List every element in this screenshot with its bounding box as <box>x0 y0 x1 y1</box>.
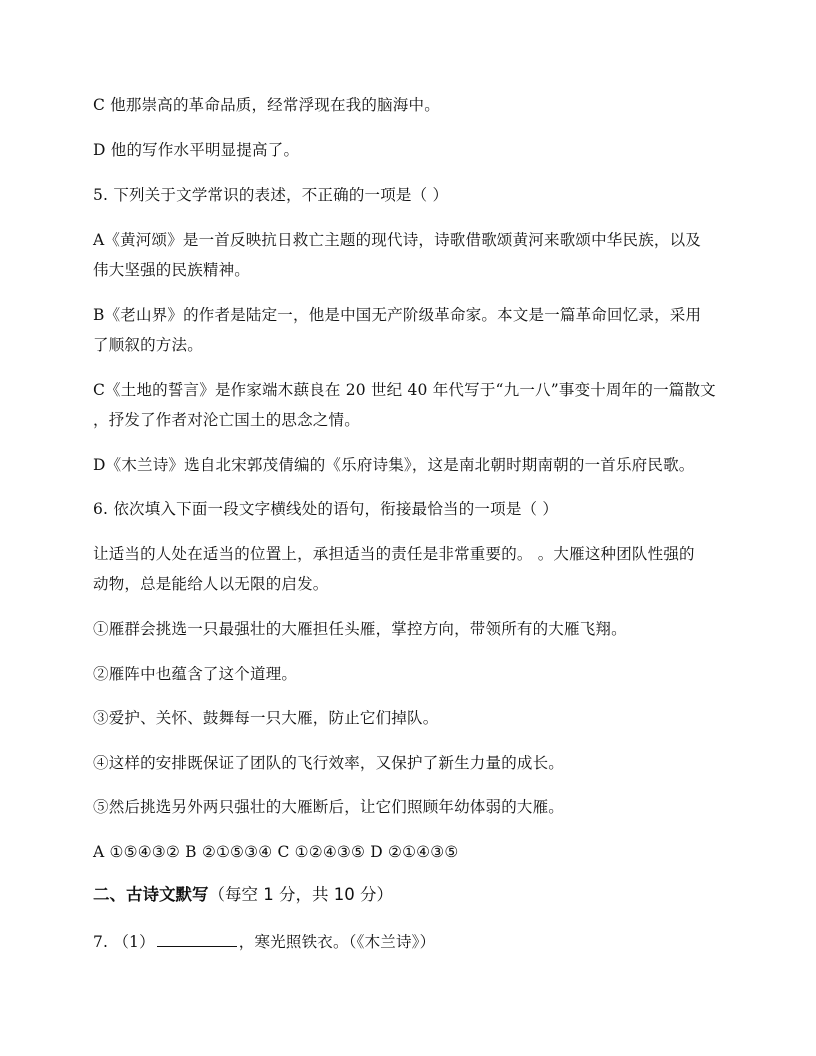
q6-sentence-4: ④这样的安排既保证了团队的飞行效率，又保护了新生力量的成长。 <box>93 754 565 772</box>
q5-option-c-line1: C《土地的誓言》是作家端木蕻良在 20 世纪 40 年代写于“九一八”事变十周年的一篇散文 <box>93 381 716 399</box>
q5-option-a-line2: 伟大坚强的民族精神。 <box>93 261 251 279</box>
section-2-note: （每空 1 分，共 10 分） <box>208 885 393 904</box>
q6-passage-line1: 让适当的人处在适当的位置上，承担适当的责任是非常重要的。 。大雁这种团队性强的 <box>93 545 695 563</box>
q6-passage-line2: 动物，总是能给人以无限的启发。 <box>93 575 329 593</box>
q6-sentence-5: ⑤然后挑选另外两只强壮的大雁断后，让它们照顾年幼体弱的大雁。 <box>93 798 565 816</box>
q5-option-b-line2: 了顺叙的方法。 <box>93 336 203 354</box>
q6-sentence-2: ②雁阵中也蕴含了这个道理。 <box>93 665 298 683</box>
q5-option-b-line1: B《老山界》的作者是陆定一，他是中国无产阶级革命家。本文是一篇革命回忆录，采用 <box>93 306 702 324</box>
q6-sentence-3: ③爱护、关怀、鼓舞每一只大雁，防止它们掉队。 <box>93 709 439 727</box>
q4-option-d: D 他的写作水平明显提高了。 <box>93 141 300 159</box>
q4-option-c: C 他那崇高的革命品质，经常浮现在我的脑海中。 <box>93 96 440 114</box>
q7-suffix: ，寒光照铁衣。（《木兰诗》） <box>238 933 436 951</box>
q7-line <box>93 932 733 952</box>
section-2-title: 二、古诗文默写 <box>93 885 209 904</box>
q5-option-c-line2: ，抒发了作者对沦亡国土的思念之情。 <box>93 411 360 429</box>
q5-option-d-line1: D《木兰诗》选自北宋郭茂倩编的《乐府诗集》，这是南北朝时期南朝的一首乐府民歌。 <box>93 456 695 474</box>
q5-option-a-line1: A《黄河颂》是一首反映抗日救亡主题的现代诗，诗歌借歌颂黄河来歌颂中华民族，以及 <box>93 231 701 249</box>
q6-stem: 6. 依次填入下面一段文字横线处的语句，衔接最恰当的一项是（ ） <box>93 500 559 518</box>
section-2-heading <box>93 884 393 906</box>
q6-answer-choices: A ①⑤④③② B ②①⑤③④ C ①②④③⑤ D ②①④③⑤ <box>93 843 459 861</box>
q7-prefix: 7. （1） <box>93 933 155 951</box>
q7-blank[interactable] <box>157 932 237 947</box>
q5-stem: 5. 下列关于文学常识的表述，不正确的一项是（ ） <box>93 186 449 204</box>
q6-sentence-1: ①雁群会挑选一只最强壮的大雁担任头雁，掌控方向，带领所有的大雁飞翔。 <box>93 620 627 638</box>
